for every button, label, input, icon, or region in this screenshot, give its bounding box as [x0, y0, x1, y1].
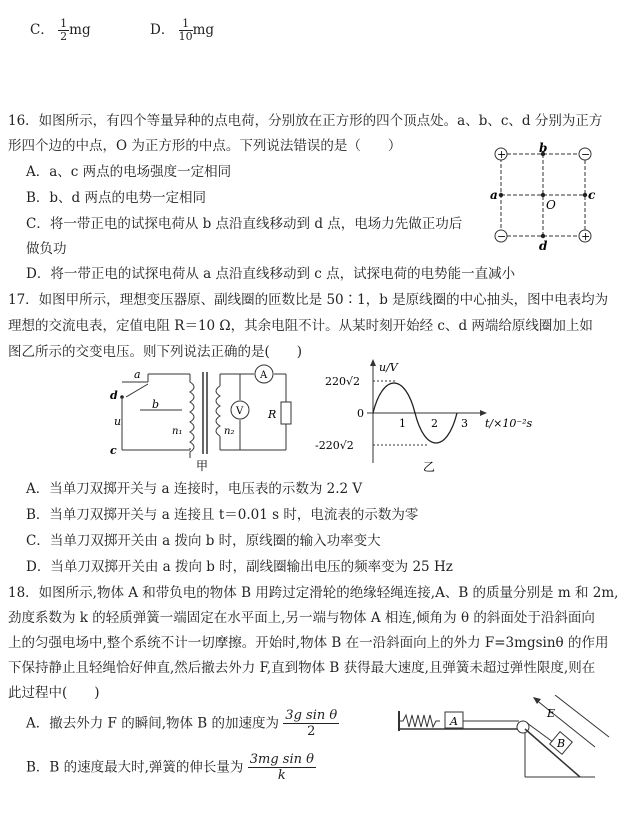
q17-stem-line1: 17．如图甲所示，理想变压器原、副线圈的匝数比是 50∶1，b 是原线圈的中心抽头，图中电表均为 [8, 292, 609, 308]
graph-tick-2: 2 [431, 417, 438, 430]
field-e-label: E [547, 707, 556, 720]
charge-top-right: − [581, 148, 591, 161]
q17-option-d: D．当单刀双掷开关由 a 拨向 b 时，副线圈输出电压的频率变为 25 Hz [26, 559, 453, 575]
q16-option-c-line1: C．将一带正电的试探电荷从 b 点沿直线移动到 d 点，电场力先做正功后 [26, 216, 463, 232]
q17-option-b: B．当单刀双掷开关与 a 连接且 t＝0.01 s 时，电流表的示数为零 [26, 507, 419, 523]
q18-option-b-fraction: $\frac{\text{3mg sin θ}}{k}$ [249, 752, 314, 783]
q18-stem-line2: 劲度系数为 k 的轻质弹簧一端固定在水平面上,另一端与物体 A 相连,倾角为 θ 的斜面处于沿斜面向 [8, 610, 595, 626]
q18-option-b: B．B 的速度最大时,弹簧的伸长量为 $\frac{\text{3mg sin θ}}{k}$ [26, 752, 314, 783]
q17-option-a: A．当单刀双掷开关与 a 连接时，电压表的示数为 2.2 V [26, 481, 363, 497]
q18-option-a-fraction: $\frac{\text{3g sin θ}}{2}$ [285, 708, 338, 739]
ammeter-label: A [260, 370, 268, 381]
secondary-n2-label: n₂ [224, 426, 235, 437]
q16-option-b: B．b、d 两点的电势一定相同 [26, 190, 206, 206]
block-b-label: B [557, 737, 566, 750]
fig-yi-caption: 乙 [423, 460, 436, 474]
tap-b-label: b [152, 398, 160, 411]
q16-option-c-line2: 做负功 [26, 241, 67, 257]
q17-option-c: C．当单刀双掷开关由 a 拨向 b 时，原线圈的输入功率变大 [26, 533, 381, 549]
primary-n1-label: n₁ [172, 426, 183, 437]
graph-tick-3: 3 [461, 417, 468, 430]
q16-option-d: D．将一带正电的试探电荷从 a 点沿直线移动到 c 点，试探电荷的电势能一直减小 [26, 266, 516, 282]
terminal-d-label: d [110, 389, 118, 402]
q18-stem-line1: 18．如图所示,物体 A 和带负电的物体 B 用跨过定滑轮的绝缘轻绳连接,A、B 的质量分别是 m 和 2m, [8, 585, 619, 601]
graph-ylabel: u/V [379, 361, 398, 374]
terminal-c-label: c [110, 444, 117, 457]
graph-y-min: -220√2 [315, 439, 354, 452]
point-d-label: d [539, 239, 548, 252]
q18-stem-line5: 此过程中( ) [8, 685, 100, 701]
q16-stem-line1: 16．如图所示，有四个等量异种的点电荷，分别放在正方形的四个顶点处。a、b、c、d 分别为正方 [8, 113, 603, 129]
q17-stem-line2: 理想的交流电表，定值电阻 R＝10 Ω，其余电阻不计。从某时刻开始经 c、d 两端给原线圈加上如 [8, 318, 593, 334]
q15-option-c-fraction: $\frac{1}{2}$ [60, 17, 68, 43]
resistor-r-label: R [268, 408, 277, 421]
graph-tick-1: 1 [399, 417, 406, 430]
q16-stem-line2: 形四个边的中点，O 为正方形的中点。下列说法错误的是（ ） [8, 138, 402, 154]
switch-a-label: a [134, 368, 141, 381]
point-o-label: O [546, 198, 556, 212]
q17-stem-line3: 图乙所示的交变电压。则下列说法正确的是( ) [8, 344, 303, 360]
q18-stem-line3: 上的匀强电场中,整个系统不计一切摩擦。开始时,物体 B 在一沿斜面向上的外力 F=3mgsinθ 的作用 [8, 635, 609, 651]
point-c-label: c [588, 188, 596, 202]
block-a-label: A [450, 715, 458, 728]
graph-y-zero: 0 [357, 407, 364, 420]
point-a-label: a [490, 188, 498, 202]
charge-bottom-right: + [581, 230, 591, 243]
graph-y-max: 220√2 [325, 375, 361, 388]
spring [399, 715, 440, 727]
q18-stem-line4: 下保持静止且轻绳恰好伸直,然后撤去外力 F,直到物体 B 获得最大速度,且弹簧未超过弹性限度,则在 [8, 660, 596, 676]
q15-option-d-fraction: $\frac{1}{10}$ [178, 17, 193, 43]
fig-jia-caption: 甲 [196, 459, 209, 473]
q17-transformer-circuit [100, 362, 300, 474]
q15-option-d: D． $\frac{1}{10}$ mg [150, 17, 215, 43]
graph-xlabel: t/×10⁻²s [485, 417, 533, 430]
q16-option-a: A．a、c 两点的电场强度一定相同 [26, 164, 232, 180]
charge-top-left: + [497, 148, 507, 161]
voltmeter-label: V [236, 406, 244, 417]
q16-square-figure [488, 140, 598, 252]
q15-option-c: C． $\frac{1}{2}$ mg [30, 17, 91, 43]
point-b-label: b [539, 141, 548, 155]
charge-bottom-left: − [497, 230, 507, 243]
q18-option-a: A．撤去外力 F 的瞬间,物体 B 的加速度为 $\frac{\text{3g sin θ}}{2}$ [26, 708, 338, 739]
q17-voltage-graph [305, 355, 555, 475]
voltage-u-label: u [114, 415, 122, 428]
q18-incline-figure [395, 695, 620, 805]
